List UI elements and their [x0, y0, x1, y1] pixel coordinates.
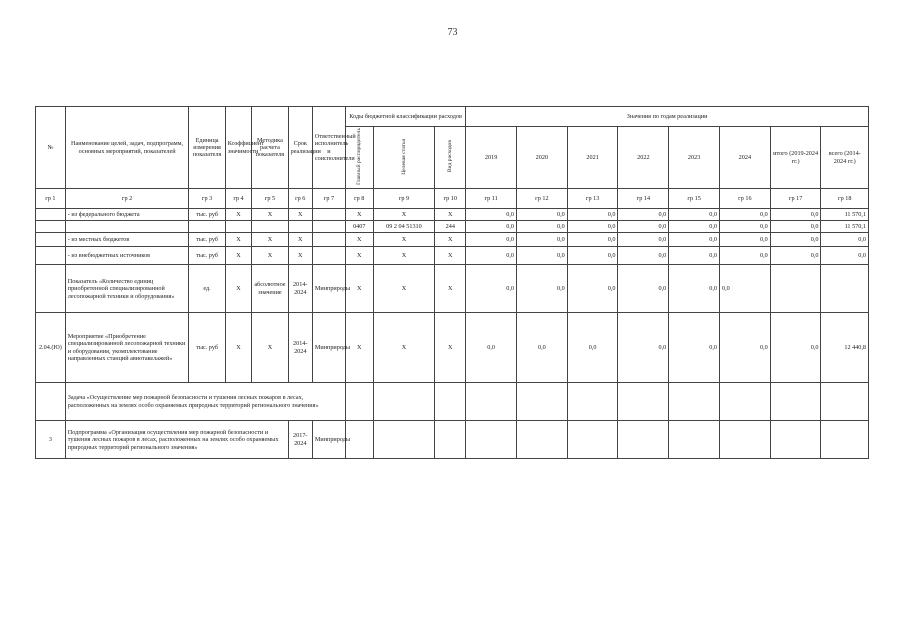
value-2022: 0,0 [618, 209, 669, 221]
group-cell: гр 16 [719, 189, 770, 209]
row-number [36, 247, 66, 265]
empty-cell [466, 383, 517, 421]
row-coef [225, 221, 251, 233]
value-2022: 0,0 [618, 265, 669, 313]
header-main-manager: Главный распорядитель [345, 127, 373, 189]
row-responsible [312, 233, 345, 247]
row-number [36, 265, 66, 313]
value-2024: 0,0 [719, 233, 770, 247]
empty-cell [516, 421, 567, 459]
row-expense-type: X [435, 247, 466, 265]
row-term [288, 221, 312, 233]
row-unit [189, 221, 225, 233]
value-2019: 0,0 [466, 209, 517, 221]
row-main-manager: X [345, 233, 373, 247]
value-2021: 0,0 [567, 265, 618, 313]
empty-cell [466, 421, 517, 459]
value-2020: 0,0 [516, 221, 567, 233]
group-cell: гр 12 [516, 189, 567, 209]
header-unit: Единица измерения показателя [189, 107, 225, 189]
row-term: 2014-2024 [288, 313, 312, 383]
value-total-2014-2024: 12 440,8 [821, 313, 869, 383]
header-target-item: Целевая статья [373, 127, 435, 189]
row-main-manager: X [345, 265, 373, 313]
budget-table [35, 106, 869, 459]
value-total-2019-2024: 0,0 [770, 209, 821, 221]
value-total-2014-2024: 0,0 [821, 233, 869, 247]
row-main-manager: X [345, 209, 373, 221]
value-2021: 0,0 [567, 233, 618, 247]
value-total-2019-2024: 0,0 [770, 313, 821, 383]
value-total-2019-2024: 0,0 [770, 247, 821, 265]
header-budget-codes: Коды бюджетной классификации расходов [345, 107, 465, 127]
header-term: Срок реализации [288, 107, 312, 189]
row-expense-type: X [435, 209, 466, 221]
group-cell: гр 7 [312, 189, 345, 209]
row-unit: тыс. руб [189, 313, 225, 383]
value-total-2019-2024: 0,0 [770, 233, 821, 247]
table-row-local-budgets [36, 233, 869, 247]
value-2022: 0,0 [618, 313, 669, 383]
row-method: X [252, 247, 288, 265]
header-total-2019-2024: итого (2019-2024 гг.) [770, 127, 821, 189]
value-2021: 0,0 [567, 247, 618, 265]
value-2023: 0,0 [669, 247, 720, 265]
value-2024: 0,0 [719, 209, 770, 221]
row-unit: тыс. руб [189, 247, 225, 265]
row-method: X [252, 209, 288, 221]
value-total-2019-2024 [770, 265, 821, 313]
row-method: X [252, 313, 288, 383]
empty-cell [435, 383, 466, 421]
value-2023: 0,0 [669, 233, 720, 247]
row-unit: ед. [189, 265, 225, 313]
value-2019: 0,0 [466, 265, 517, 313]
row-responsible: Минприроды [312, 421, 345, 459]
value-2021: 0,0 [567, 209, 618, 221]
row-name: Показатель «Количество единиц приобретенной специализированной лесопожарной техники и оборудования» [65, 265, 189, 313]
table-row-extrabudgetary [36, 247, 869, 265]
empty-cell [669, 421, 720, 459]
value-2019: 0,0 [466, 233, 517, 247]
value-total-2014-2024: 11 570,1 [821, 221, 869, 233]
empty-cell [373, 421, 435, 459]
group-cell: гр 4 [225, 189, 251, 209]
header-name: Наименование целей, задач, подпрограмм, основных мероприятий, показателей [65, 107, 189, 189]
row-name [65, 221, 189, 233]
row-number: 3 [36, 421, 66, 459]
header-responsible: Ответственный исполнитель и соисполнители [312, 107, 345, 189]
value-2024: 0,0 [719, 247, 770, 265]
value-2020: 0,0 [516, 233, 567, 247]
value-total-2014-2024: 0,0 [821, 247, 869, 265]
value-2020: 0,0 [516, 209, 567, 221]
group-cell: гр 6 [288, 189, 312, 209]
row-target-item: X [373, 247, 435, 265]
header-row-1 [36, 107, 869, 127]
group-cell: гр 11 [466, 189, 517, 209]
row-responsible [312, 247, 345, 265]
empty-cell [567, 383, 618, 421]
header-year-2021: 2021 [567, 127, 618, 189]
value-2020: 0,0 [516, 265, 567, 313]
row-term: 2014-2024 [288, 265, 312, 313]
value-2024: 0,0 [719, 265, 770, 313]
row-target-item: X [373, 313, 435, 383]
row-responsible: Минприроды [312, 313, 345, 383]
row-number [36, 221, 66, 233]
page-number: 73 [447, 27, 458, 38]
row-responsible: Минприроды [312, 265, 345, 313]
empty-cell [669, 383, 720, 421]
empty-cell [345, 383, 373, 421]
row-coef: X [225, 233, 251, 247]
group-cell: гр 1 [36, 189, 66, 209]
row-expense-type: X [435, 265, 466, 313]
value-2021: 0,0 [567, 313, 618, 383]
group-cell: гр 18 [821, 189, 869, 209]
value-2019: 0,0 [466, 221, 517, 233]
value-2023: 0,0 [669, 265, 720, 313]
value-2022: 0,0 [618, 247, 669, 265]
group-cell: гр 17 [770, 189, 821, 209]
row-unit: тыс. руб [189, 209, 225, 221]
row-number: 2.04.(Ю) [36, 313, 66, 383]
value-2019: 0,0 [466, 247, 517, 265]
empty-cell [821, 383, 869, 421]
value-2023: 0,0 [669, 209, 720, 221]
group-cell: гр 14 [618, 189, 669, 209]
row-number [36, 383, 66, 421]
value-2019: 0,0 [466, 313, 517, 383]
group-cell: гр 3 [189, 189, 225, 209]
group-cell: гр 13 [567, 189, 618, 209]
value-2021: 0,0 [567, 221, 618, 233]
row-unit: тыс. руб [189, 233, 225, 247]
value-2024: 0,0 [719, 221, 770, 233]
row-term: 2017-2024 [288, 421, 312, 459]
row-coef: X [225, 313, 251, 383]
header-year-2023: 2023 [669, 127, 720, 189]
row-name: - из местных бюджетов [65, 233, 189, 247]
empty-cell [719, 383, 770, 421]
row-target-item: 09 2 04 51310 [373, 221, 435, 233]
row-main-manager: X [345, 313, 373, 383]
header-expense-type: Вид расходов [435, 127, 466, 189]
row-responsible [312, 209, 345, 221]
header-values-by-year: Значения по годам реализации [466, 107, 869, 127]
empty-cell [719, 421, 770, 459]
header-coef: Коэффициент значимости [225, 107, 251, 189]
row-expense-type: 244 [435, 221, 466, 233]
row-method: абсолютное значение [252, 265, 288, 313]
table-row-subprogram [36, 421, 869, 459]
row-number [36, 209, 66, 221]
row-number [36, 233, 66, 247]
group-cell: гр 8 [345, 189, 373, 209]
empty-cell [567, 421, 618, 459]
table-row-federal-budget [36, 209, 869, 221]
row-target-item: X [373, 209, 435, 221]
row-term: X [288, 233, 312, 247]
table-row-indicator-fire-equipment [36, 265, 869, 313]
row-expense-type: X [435, 313, 466, 383]
header-year-2022: 2022 [618, 127, 669, 189]
value-2022: 0,0 [618, 233, 669, 247]
value-total-2014-2024: 11 570,1 [821, 209, 869, 221]
value-2020: 0,0 [516, 313, 567, 383]
row-coef: X [225, 209, 251, 221]
empty-cell [618, 383, 669, 421]
row-target-item: X [373, 233, 435, 247]
empty-cell [821, 421, 869, 459]
header-year-2024: 2024 [719, 127, 770, 189]
value-total-2019-2024: 0,0 [770, 221, 821, 233]
header-year-2019: 2019 [466, 127, 517, 189]
group-cell: гр 10 [435, 189, 466, 209]
row-main-manager: 0407 [345, 221, 373, 233]
empty-cell [770, 383, 821, 421]
value-2024: 0,0 [719, 313, 770, 383]
header-no: № [36, 107, 66, 189]
group-cell: гр 9 [373, 189, 435, 209]
header-year-2020: 2020 [516, 127, 567, 189]
row-responsible [312, 221, 345, 233]
row-main-manager: X [345, 247, 373, 265]
table-row-task [36, 383, 869, 421]
row-name: Мероприятие «Приобретение специализированной лесопожарной техники и оборудования, укомплектование направленных станций авиотакелажей» [65, 313, 189, 383]
row-target-item: X [373, 265, 435, 313]
row-coef: X [225, 265, 251, 313]
row-term: X [288, 209, 312, 221]
header-method: Методика расчета показателя [252, 107, 288, 189]
row-method [252, 221, 288, 233]
value-2022: 0,0 [618, 221, 669, 233]
group-cell: гр 2 [65, 189, 189, 209]
empty-cell [516, 383, 567, 421]
subprogram-name: Подпрограмма «Организация осуществления мер пожарной безопасности и тушения лесных пожаров в лесах, расположенных на землях особо охраняемых природных территорий регионального значения» [65, 421, 288, 459]
empty-cell [373, 383, 435, 421]
value-2023: 0,0 [669, 313, 720, 383]
group-cell: гр 15 [669, 189, 720, 209]
group-cell: гр 5 [252, 189, 288, 209]
task-name: Задача «Осуществление мер пожарной безопасности и тушения лесных пожаров в лесах, расположенных на землях особо охраняемых природных территорий регионального значения» [65, 383, 345, 421]
row-term: X [288, 247, 312, 265]
value-2020: 0,0 [516, 247, 567, 265]
group-number-row [36, 189, 869, 209]
empty-cell [618, 421, 669, 459]
empty-cell [770, 421, 821, 459]
table-row-federal-budget-codes [36, 221, 869, 233]
row-expense-type: X [435, 233, 466, 247]
value-total-2014-2024 [821, 265, 869, 313]
row-coef: X [225, 247, 251, 265]
value-2023: 0,0 [669, 221, 720, 233]
table-row-measure-fire-equipment [36, 313, 869, 383]
row-method: X [252, 233, 288, 247]
row-name: - из федерального бюджета [65, 209, 189, 221]
row-name: - из внебюджетных источников [65, 247, 189, 265]
header-total-2014-2024: всего (2014-2024 гг.) [821, 127, 869, 189]
empty-cell [435, 421, 466, 459]
